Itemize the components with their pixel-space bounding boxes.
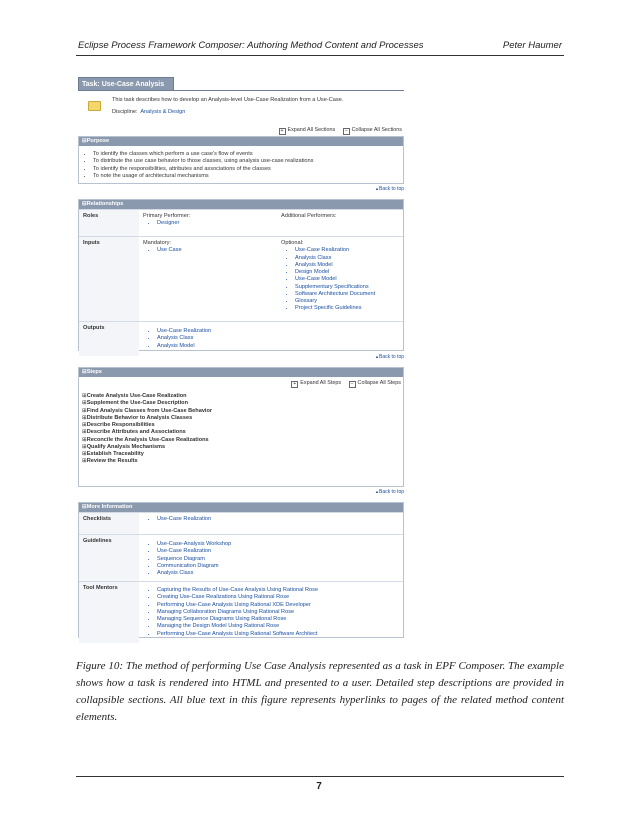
optional-link[interactable]: • Analysis Class: [295, 255, 399, 262]
expand-all-steps[interactable]: Expand All Steps: [300, 380, 342, 386]
task-description: This task describes how to develop an Analysis-level Use-Case Realization from a Use-Case.: [112, 97, 344, 103]
output-link[interactable]: • Analysis Model: [157, 343, 399, 350]
step-item[interactable]: ⊞ Distribute Behavior to Analysis Classes: [82, 415, 400, 422]
relationships-header[interactable]: ⊟ Relationships: [79, 200, 403, 209]
tool-mentors-label: Tool Mentors: [79, 581, 139, 643]
running-header-title: Eclipse Process Framework Composer: Authoring Method Content and Processes: [78, 40, 424, 51]
collapse-icon: −: [349, 381, 356, 388]
optional-link[interactable]: • Design Model: [295, 269, 399, 276]
expand-icon: +: [279, 128, 286, 135]
task-title: Task: Use-Case Analysis: [78, 77, 174, 91]
tool-mentor-link[interactable]: • Performing Use-Case Analysis Using Rational Software Architect: [157, 631, 399, 638]
purpose-list: [79, 151, 403, 180]
optional-label: Optional:: [281, 240, 304, 246]
back-to-top-link[interactable]: ▲ Back to top: [375, 186, 404, 193]
title-rule: [78, 90, 404, 91]
optional-link[interactable]: • Project Specific Guidelines: [295, 305, 399, 312]
collapse-icon: −: [343, 128, 350, 135]
inputs-label: Inputs: [79, 236, 139, 321]
expand-all-sections[interactable]: Expand All Sections: [287, 127, 336, 133]
step-item[interactable]: ⊞ Create Analysis Use-Case Realization: [82, 393, 400, 400]
roles-label: Roles: [79, 209, 139, 236]
back-to-top-link[interactable]: ▲ Back to top: [375, 354, 404, 361]
step-item[interactable]: ⊞ Describe Responsibilities: [82, 422, 400, 429]
back-to-top-link[interactable]: ▲ Back to top: [375, 489, 404, 496]
steps-header[interactable]: ⊟ Steps: [79, 368, 403, 377]
steps-list: [79, 391, 403, 468]
tool-mentor-link[interactable]: • Capturing the Results of Use-Case Analysis Using Rational Rose: [157, 587, 399, 594]
mandatory-link[interactable]: • Use Case: [157, 247, 273, 254]
page-number: 7: [316, 781, 322, 792]
tool-mentor-link[interactable]: • Managing Collaboration Diagrams Using Rational Rose: [157, 609, 399, 616]
optional-link[interactable]: • Analysis Model: [295, 262, 399, 269]
tool-mentor-link[interactable]: • Creating Use-Case Realizations Using Rational Rose: [157, 594, 399, 601]
output-link[interactable]: • Analysis Class: [157, 335, 399, 342]
step-item[interactable]: ⊞ Supplement the Use-Case Description: [82, 400, 400, 407]
guideline-link[interactable]: • Communication Diagram: [157, 563, 399, 570]
list-item: • To identify the classes which perform a use case's flow of events: [93, 151, 403, 158]
footer-rule: [76, 776, 564, 777]
guideline-link[interactable]: • Sequence Diagram: [157, 556, 399, 563]
step-item[interactable]: ⊞ Qualify Analysis Mechanisms: [82, 444, 400, 451]
collapse-all-steps[interactable]: Collapse All Steps: [357, 380, 401, 386]
output-link[interactable]: • Use-Case Realization: [157, 328, 399, 335]
tool-mentor-link[interactable]: • Performing Use-Case Analysis Using Rational XDE Developer: [157, 602, 399, 609]
step-item[interactable]: ⊞ Establish Traceability: [82, 451, 400, 458]
list-item: • To note the usage of architectural mechanisms: [93, 173, 403, 180]
tool-mentor-link[interactable]: • Managing Sequence Diagrams Using Rational Rose: [157, 616, 399, 623]
more-info-header[interactable]: ⊟ More Information: [79, 503, 403, 512]
checklist-link[interactable]: • Use-Case Realization: [157, 516, 399, 523]
optional-link[interactable]: • Supplementary Specifications: [295, 284, 399, 291]
header-rule: [76, 55, 564, 56]
guidelines-cell: [139, 534, 403, 581]
discipline-label: Discipline:: [112, 109, 138, 115]
figure-caption: Figure 10: The method of performing Use Case Analysis represented as a task in EPF Composer. The example shows how a task is rendered into HTML and presented to a user. Detailed step descriptions are provided in collapsible sections. All blue text in this figure represents hyperlinks to pages of the related method content elements.: [76, 660, 564, 723]
step-item[interactable]: ⊞ Review the Results: [82, 458, 400, 465]
discipline-row: [112, 109, 185, 116]
mandatory-label: Mandatory:: [143, 240, 171, 246]
guideline-link[interactable]: • Use-Case-Analysis Workshop: [157, 541, 399, 548]
steps-section: [78, 367, 404, 487]
guideline-link[interactable]: • Use-Case Realization: [157, 548, 399, 555]
primary-cell: [139, 209, 277, 236]
purpose-header[interactable]: ⊟ Purpose: [79, 137, 403, 146]
expand-icon: +: [291, 381, 298, 388]
relationships-section: [78, 199, 404, 351]
list-item: • To distribute the use case behavior to those classes, using analysis use-case realizations: [93, 158, 403, 165]
guidelines-label: Guidelines: [79, 534, 139, 581]
task-icon: [88, 101, 101, 111]
discipline-link[interactable]: Analysis & Design: [140, 109, 186, 115]
additional-cell: [277, 209, 403, 236]
figure-screenshot: [78, 77, 404, 637]
checklists-cell: [139, 512, 403, 534]
guideline-link[interactable]: • Analysis Class: [157, 570, 399, 577]
more-info-table: [79, 512, 403, 643]
optional-cell: [277, 236, 403, 321]
step-item[interactable]: ⊞ Reconcile the Analysis Use-Case Realizations: [82, 437, 400, 444]
list-item: • To identify the responsibilities, attributes and associations of the classes: [93, 166, 403, 173]
mandatory-cell: [139, 236, 277, 321]
purpose-section: [78, 136, 404, 184]
tool-mentor-link[interactable]: • Managing the Design Model Using Rational Rose: [157, 623, 399, 630]
relationships-table: [79, 209, 403, 356]
running-header-author: Peter Haumer: [502, 40, 562, 51]
primary-label: Primary Performer:: [143, 213, 191, 219]
optional-link[interactable]: • Software Architecture Document: [295, 291, 399, 298]
optional-link[interactable]: • Use-Case Realization: [295, 247, 399, 254]
section-toggle-row: [273, 127, 403, 135]
step-item[interactable]: ⊞ Find Analysis Classes from Use-Case Behavior: [82, 408, 400, 415]
more-info-section: [78, 502, 404, 638]
outputs-cell: [139, 321, 403, 356]
step-item[interactable]: ⊞ Describe Attributes and Associations: [82, 429, 400, 436]
primary-link[interactable]: • Designer: [157, 220, 273, 227]
tool-mentors-cell: [139, 581, 403, 643]
checklists-label: Checklists: [79, 512, 139, 534]
outputs-label: Outputs: [79, 321, 139, 356]
optional-link[interactable]: • Glossary: [295, 298, 399, 305]
optional-link[interactable]: • Use-Case Model: [295, 276, 399, 283]
additional-label: Additional Performers:: [281, 213, 337, 219]
step-toggle-row: [285, 380, 401, 388]
collapse-all-sections[interactable]: Collapse All Sections: [351, 127, 402, 133]
